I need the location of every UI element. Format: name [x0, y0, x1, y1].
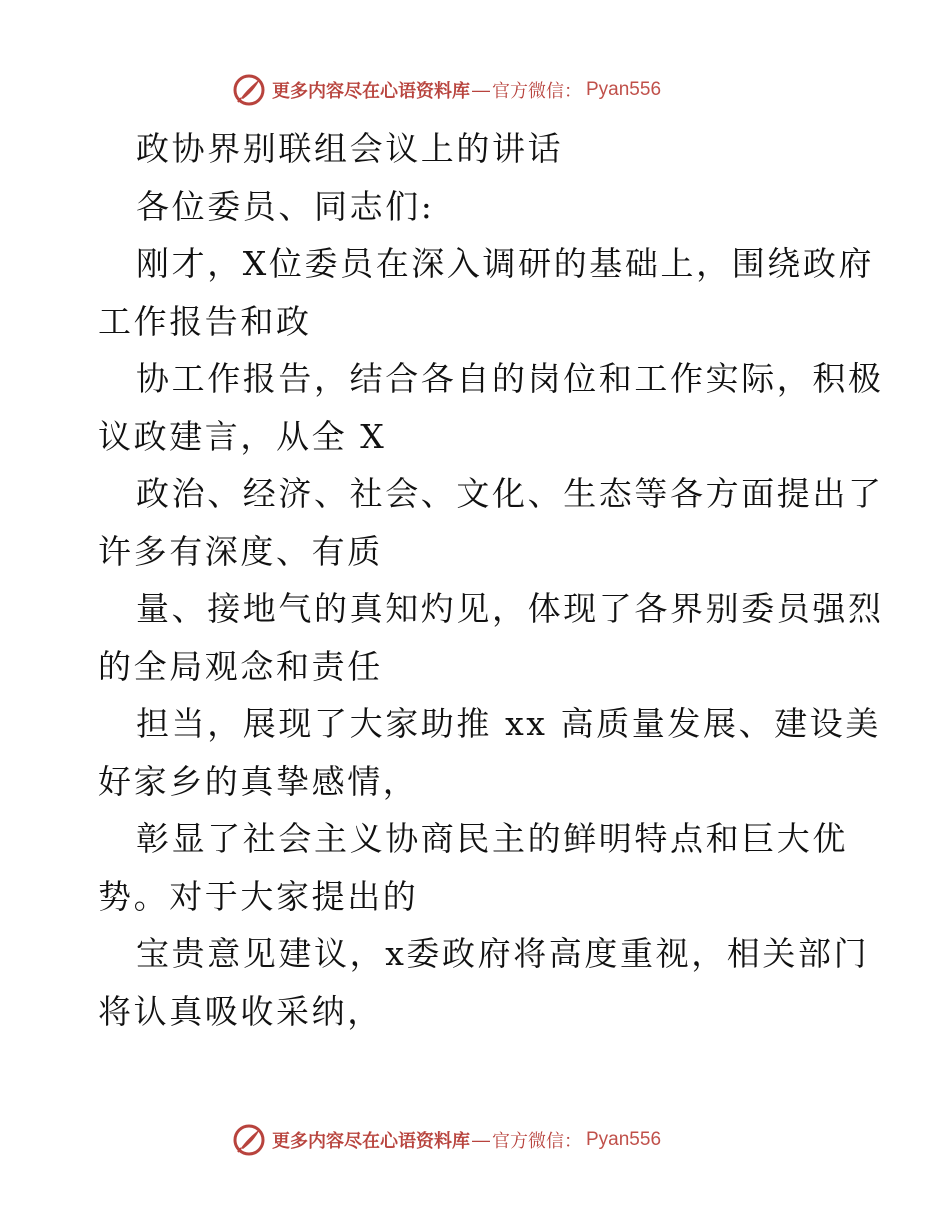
- text-line: 工作报告和政: [98, 301, 312, 341]
- banner-wechat-label: 官方微信：: [492, 81, 582, 102]
- text-line: 政治、经济、社会、文化、生态等各方面提出了: [136, 474, 884, 513]
- banner-dash: —: [472, 1129, 490, 1150]
- text-line: 各位委员、同志们:: [136, 186, 435, 226]
- quill-logo-icon: [232, 1123, 266, 1157]
- header-banner: [232, 70, 732, 110]
- text-line: 议政建言，从全 X: [98, 416, 387, 456]
- text-line: 将认真吸收采纳，: [98, 991, 383, 1031]
- text-line: 许多有深度、有质: [98, 531, 383, 571]
- banner-dash: —: [472, 79, 490, 100]
- banner-brand-text: 更多内容尽在心语资料库: [272, 1131, 470, 1152]
- banner-wechat-label: 官方微信：: [492, 1131, 582, 1152]
- text-line: 协工作报告，结合各自的岗位和工作实际，积极: [136, 359, 884, 398]
- footer-banner: [232, 1120, 732, 1160]
- banner-brand-text: 更多内容尽在心语资料库: [272, 81, 470, 102]
- text-line: 势。对于大家提出的: [98, 876, 419, 916]
- text-line: 宝贵意见建议，x委政府将高度重视，相关部门: [136, 934, 870, 973]
- text-line: 好家乡的真挚感情，: [98, 761, 419, 801]
- document-title-line: 政协界别联组会议上的讲话: [136, 129, 564, 168]
- text-line: 刚才，X位委员在深入调研的基础上，围绕政府: [136, 244, 875, 283]
- quill-logo-icon: [232, 73, 266, 107]
- banner-wechat-id: Pyan556: [586, 79, 662, 100]
- text-line: 量、接地气的真知灼见，体现了各界别委员强烈: [136, 589, 884, 628]
- banner-wechat-id: Pyan556: [586, 1129, 662, 1150]
- text-line: 的全局观念和责任: [98, 646, 383, 686]
- document-body: [98, 120, 884, 1040]
- text-line: 彰显了社会主义协商民主的鲜明特点和巨大优: [136, 819, 848, 858]
- text-line: 担当，展现了大家助推 xx 高质量发展、建设美: [136, 704, 882, 743]
